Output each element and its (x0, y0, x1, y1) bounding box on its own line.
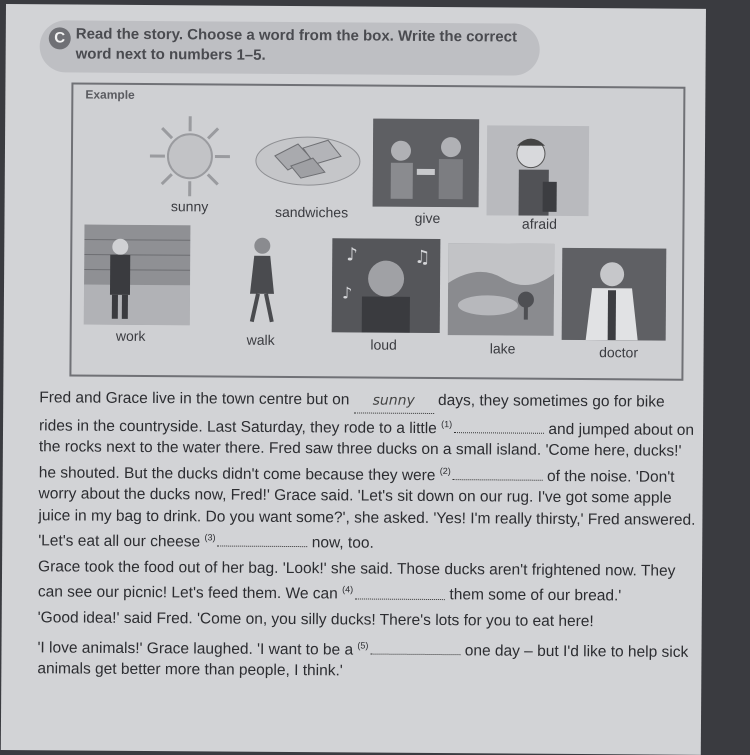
sandwiches-picture (253, 126, 363, 189)
svg-text:♪: ♪ (346, 244, 358, 265)
blank-4[interactable] (355, 598, 445, 600)
number-3: (3) (204, 533, 215, 543)
example-label: Example (85, 88, 134, 102)
word-give: give (372, 210, 482, 227)
instruction-line-1: Read the story. Choose a word from the box. Write the correct (76, 24, 546, 47)
word-work: work (76, 327, 186, 344)
word-doctor: doctor (564, 344, 674, 361)
give-picture (373, 119, 480, 208)
story-paragraph-3: 'Good idea!' said Fred. 'Come on, you silly ducks! There's lots for you to eat here! (38, 607, 698, 633)
word-loud: loud (329, 336, 439, 353)
blank-5[interactable] (370, 653, 460, 655)
blank-2[interactable] (453, 479, 543, 481)
number-4: (4) (342, 585, 353, 595)
sunny-picture (145, 111, 236, 202)
workbook-page (1, 4, 706, 755)
instruction-line-2: word next to numbers 1–5. (76, 44, 546, 67)
lake-picture (448, 243, 555, 336)
story-text (37, 387, 699, 688)
word-walk: walk (206, 331, 316, 348)
story-paragraph-4: 'I love animals!' Grace laughed. 'I want to be a $^{(5)}$ one day – but I'd like to help sick animals get better more than people, I think.' (37, 633, 697, 685)
story-paragraph-1: Fred and Grace live in the town centre but on sunny days, they sometimes go for bike rides in the countryside. Last Saturday, they rode to a little $^{(1)}$ and jumped about on the rocks next to the water there. Fred saw three ducks on a small island. 'Come here, ducks!' he shouted. But the ducks didn't come because they were $^{(2)}$ of the noise. 'Don't worry about the ducks now, Fred!' Grace said. 'Let's sit down on our rug. I've got some apple juice in my bag to drink. Do you want some?', she asked. 'Yes! I'm really thirsty,' Fred answered. 'Let's eat all our cheese $^{(3)}$ now, too. (38, 387, 699, 557)
walk-picture (236, 234, 287, 326)
word-afraid: afraid (484, 215, 594, 232)
afraid-picture (487, 125, 590, 216)
number-1: (1) (441, 419, 452, 429)
svg-text:♪: ♪ (342, 283, 352, 302)
word-lake: lake (448, 340, 558, 357)
exercise-badge: C (49, 27, 71, 49)
number-2: (2) (440, 466, 451, 476)
word-sandwiches: sandwiches (256, 204, 366, 221)
doctor-picture (562, 248, 667, 341)
loud-picture (332, 238, 441, 333)
blank-1[interactable] (454, 432, 544, 434)
word-sunny: sunny (135, 198, 245, 215)
instruction-text (76, 24, 546, 67)
story-paragraph-2: Grace took the food out of her bag. 'Look!' she said. Those ducks aren't frightened now. They can see our picnic! Let's feed them. We can $^{(4)}$ them some of our bread.' (38, 556, 698, 608)
work-picture (84, 225, 191, 326)
blank-3[interactable] (217, 546, 307, 548)
example-answer: sunny (354, 390, 434, 413)
number-5: (5) (357, 640, 368, 650)
svg-text:♫: ♫ (414, 247, 430, 268)
